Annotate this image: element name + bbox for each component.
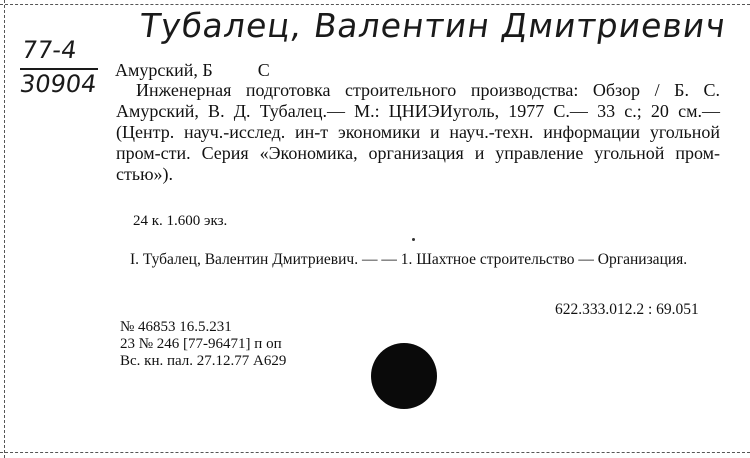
card-left-border — [4, 0, 5, 458]
handwritten-name: Тубалец, Валентин Дмитриевич — [137, 6, 729, 45]
card-top-border — [0, 4, 750, 5]
copies-line: 24 к. 1.600 экз. — [133, 213, 228, 229]
title-paragraph: Инженерная подготовка строительного производства: Обзор / Б. С. Амурский, В. Д. Тубалец.— М.: ЦНИЭИуголь, 1977 С.— 33 с.; 20 см.— (Центр. науч.-исслед. ин-т экономики и науч.-техн. информации угольной пром-сти. Серия «Экономика, организация и управление угольной пром-стью»). — [116, 80, 720, 184]
shelf-mark-bottom: 30904 — [18, 70, 99, 98]
card-bottom-border — [0, 452, 750, 453]
registration-line-2: 23 № 246 [77-96471] п оп — [120, 336, 282, 352]
registration-block — [120, 319, 286, 370]
udc-classification: 622.333.012.2 : 69.051 — [555, 301, 699, 318]
shelf-mark-top: 77-4 — [20, 36, 79, 64]
registration-line-1: № 46853 16.5.231 — [120, 319, 232, 335]
tracings-paragraph: I. Тубалец, Валентин Дмитриевич. — — 1. Шахтное строительство — Организация. — [130, 251, 688, 268]
registration-line-3: Вс. кн. пал. 27.12.77 А629 — [120, 353, 287, 369]
ink-dot — [412, 238, 415, 241]
punch-hole — [371, 343, 437, 409]
author-heading: Амурский, Б С — [115, 60, 270, 80]
